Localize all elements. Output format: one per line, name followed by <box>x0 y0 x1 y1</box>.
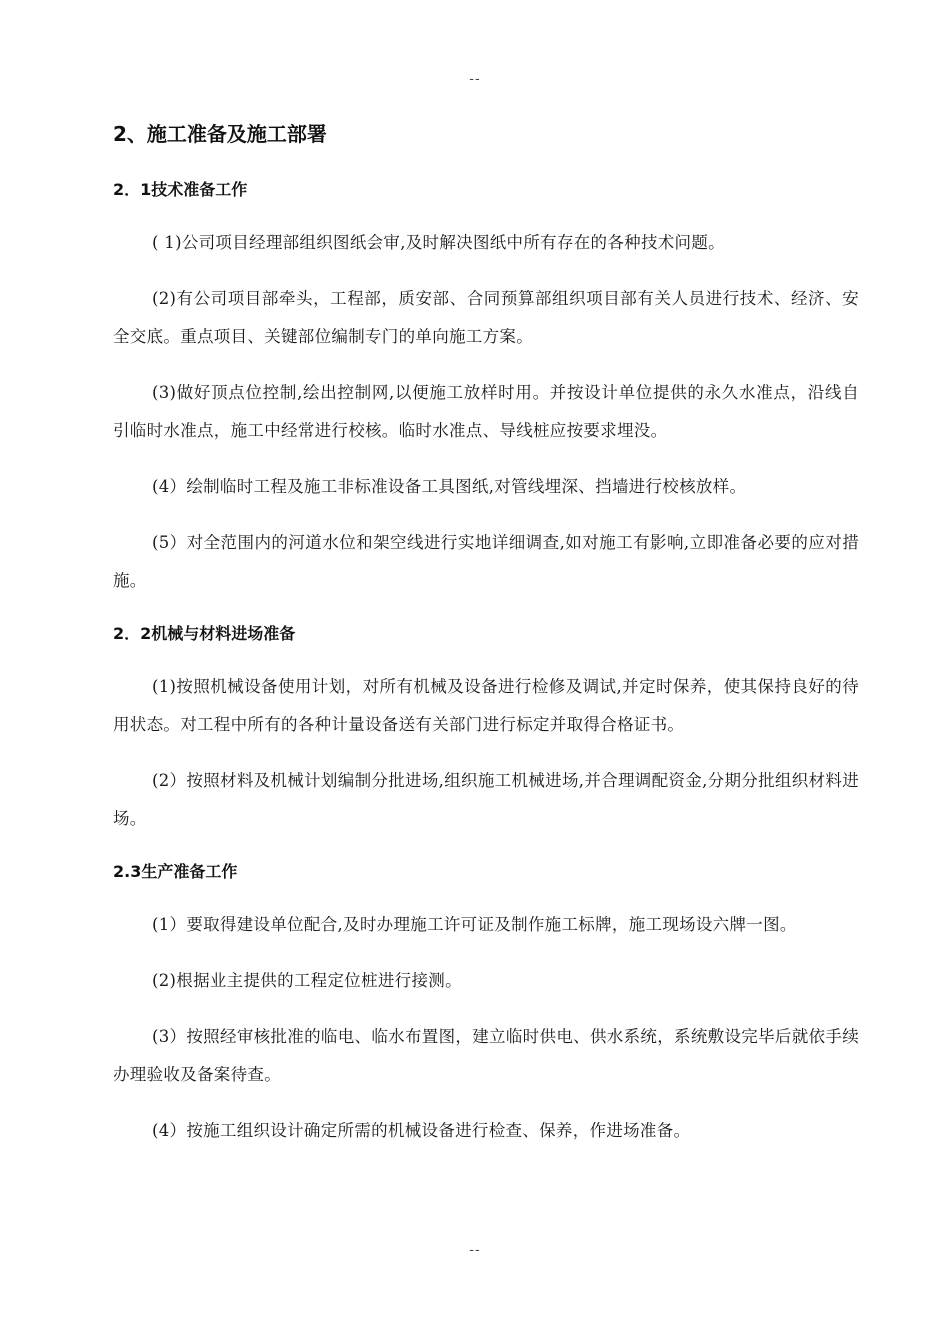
section-technical-preparation <box>113 174 859 600</box>
paragraph: (2）按照材料及机械计划编制分批进场,组织施工机械进场,并合理调配资金,分期分批组织材料进场。 <box>113 771 859 828</box>
paragraph: (2)根据业主提供的工程定位桩进行接测。 <box>152 971 462 990</box>
paragraph: (4）绘制临时工程及施工非标准设备工具图纸,对管线埋深、挡墙进行校核放样。 <box>152 477 747 496</box>
section-machinery-materials <box>113 618 859 838</box>
document-body <box>113 116 859 1168</box>
document-title: 2、施工准备及施工部署 <box>113 122 327 146</box>
page-footer-mark: -- <box>469 1243 481 1258</box>
paragraph: (2)有公司项目部牵头，工程部，质安部、合同预算部组织项目部有关人员进行技术、经济、安全交底。重点项目、关键部位编制专门的单向施工方案。 <box>113 289 859 346</box>
page-header-mark: -- <box>469 72 481 87</box>
paragraph: ( 1)公司项目经理部组织图纸会审,及时解决图纸中所有存在的各种技术问题。 <box>152 233 725 252</box>
section-heading: 2．2机械与材料进场准备 <box>113 624 296 643</box>
section-production-preparation <box>113 856 859 1150</box>
paragraph: (3）按照经审核批准的临电、临水布置图，建立临时供电、供水系统，系统敷设完毕后就依手续办理验收及备案待查。 <box>113 1027 859 1084</box>
paragraph: (1)按照机械设备使用计划，对所有机械及设备进行检修及调试,并定时保养，使其保持良好的待用状态。对工程中所有的各种计量设备送有关部门进行标定并取得合格证书。 <box>113 677 859 734</box>
paragraph: (3)做好顶点位控制,绘出控制网,以便施工放样时用。并按设计单位提供的永久水准点，沿线自引临时水准点，施工中经常进行校核。临时水准点、导线桩应按要求埋没。 <box>113 383 859 440</box>
paragraph: (1）要取得建设单位配合,及时办理施工许可证及制作施工标牌，施工现场设六牌一图。 <box>152 915 797 934</box>
section-heading: 2.3生产准备工作 <box>113 862 238 881</box>
paragraph: (5）对全范围内的河道水位和架空线进行实地详细调查,如对施工有影响,立即准备必要的应对措施。 <box>113 533 859 590</box>
section-heading: 2．1技术准备工作 <box>113 180 248 199</box>
paragraph: (4）按施工组织设计确定所需的机械设备进行检查、保养，作进场准备。 <box>152 1121 691 1140</box>
